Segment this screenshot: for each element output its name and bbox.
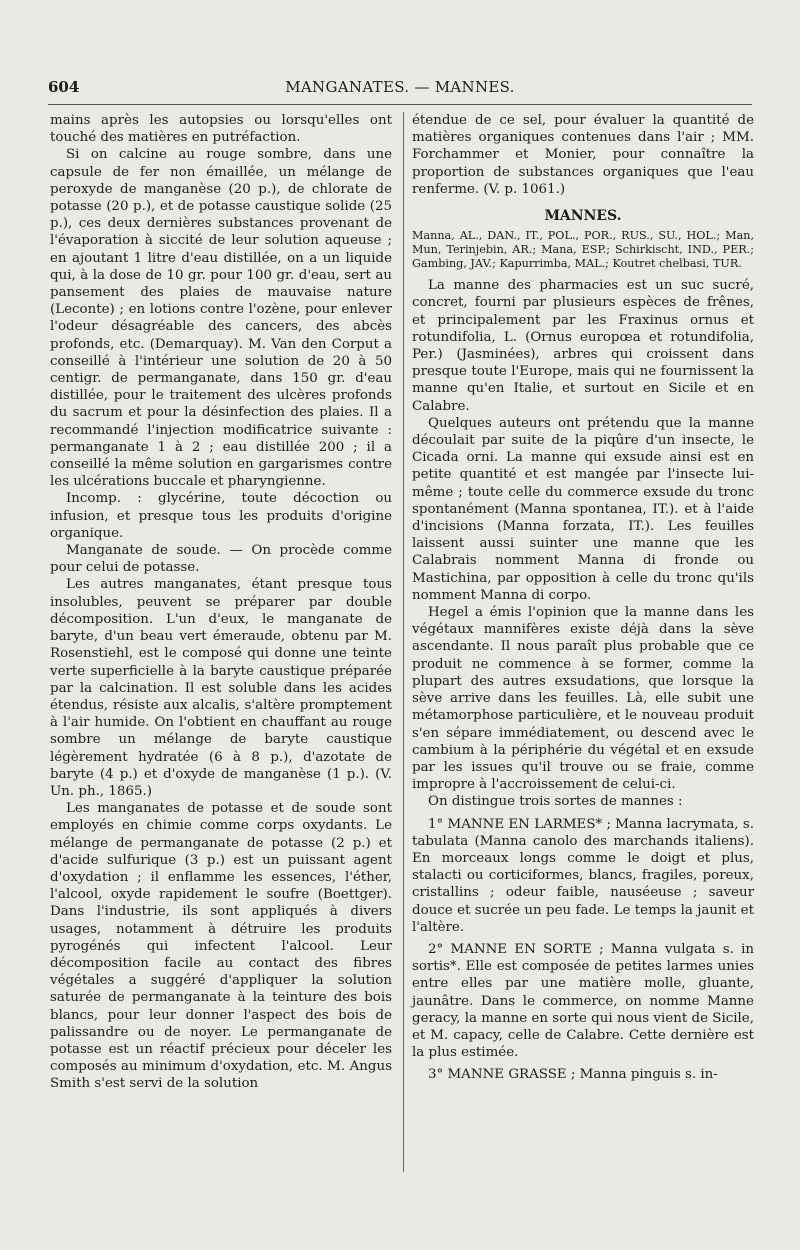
paragraph: Manganate de soude. — On procède comme pour celui de potasse. (50, 543, 392, 576)
left-column (50, 112, 392, 1093)
paragraph: Incomp. : glycérine, toute décoction ou infusion, et presque tous les produits d'origine organique. (50, 491, 392, 541)
page-number: 604 (48, 78, 80, 96)
right-column (412, 112, 754, 1084)
paragraph: 3° MANNE GRASSE ; Manna pinguis s. in- (428, 1067, 718, 1083)
paragraph: On distingue trois sortes de mannes : (428, 794, 683, 810)
running-head: MANGANATES. — MANNES. (285, 78, 515, 96)
paragraph: Les manganates de potasse et de soude sont employés en chimie comme corps oxydants. Le mélange de permanganate de potasse (2 p.) et d'acide sulfurique (3 p.) est un puissant agent d'oxydation ; il enflamme les essences, l'éther, l'alcool, oxyde rapidement le soufre (Boettger). Dans l'industrie, ils sont appliqués à divers usages, notamment à détruire les produits pyrogénés qui infectent l'alcool. Leur décomposition facile au contact des fibres végétales a suggéré d'appliquer la solution saturée de permanganate à la teinture des bois blancs, pour leur donner l'aspect des bois de palissandre ou de noyer. Le permanganate de potasse est un réactif précieux pour déceler les composés au minimum d'oxydation, etc. M. Angus Smith s'est servi de la solution (50, 801, 392, 1092)
paragraph: Si on calcine au rouge sombre, dans une capsule de fer non émaillée, un mélange de peroxyde de manganèse (20 p.), de chlorate de potasse (20 p.), et de potasse caustique solide (25 p.), ces deux dernières substances provenant de l'évaporation à siccité de leur solution aqueuse ; en ajoutant 1 litre d'eau distillée, on a un liquide qui, à la dose de 10 gr. pour 100 gr. d'eau, sert au pansement des plaies de mauvaise nature (Leconte) ; en lotions contre l'ozène, pour enlever l'odeur désagréable des cancers, des abcès profonds, etc. (Demarquay). M. Van den Corput a conseillé à l'intérieur une solution de 20 à 50 centigr. de permanganate, dans 150 gr. d'eau distillée, pour le traitement des ulcères profonds du sacrum et pour la désinfection des plaies. Il a recommandé l'injection modificatrice suivante : permanganate 1 à 2 ; eau distillée 200 ; il a conseillé la même solution en gargarismes contre les ulcérations buccale et pharyngienne. (50, 147, 392, 490)
paragraph: mains après les autopsies ou lorsqu'elles ont touché des matières en putréfaction. (50, 113, 392, 146)
section-title: MANNES. (544, 208, 622, 225)
column-divider (403, 112, 404, 1172)
paragraph: Les autres manganates, étant presque tous insolubles, peuvent se préparer par double décomposition. L'un d'eux, le manganate de baryte, d'un beau vert émeraude, obtenu par M. Rosenstiehl, est le composé qui donne une teinte verte superficielle à la baryte caustique préparée par la calcination. Il est soluble dans les acides étendus, résiste aux alcalis, s'altère promptement à l'air humide. On l'obtient en chauffant au rouge sombre un mélange de baryte caustique légèrement hydratée (6 à 8 p.), d'azotate de baryte (4 p.) et d'oxyde de manganèse (1 p.). (V. Un. ph., 1865.) (50, 577, 392, 799)
page-header (48, 78, 752, 105)
paragraph: La manne des pharmacies est un suc sucré, concret, fourni par plusieurs espèces de frênes, et principalement par les Fraxinus ornus et rotundifolia, L. (Ornus europœa et rotundifolia, Per.) (Jasminées), arbres qui croissent dans presque toute l'Europe, mais qui ne fournissent la manne qu'en Italie, et surtout en Sicile et en Calabre. (412, 278, 754, 414)
paragraph: Hegel a émis l'opinion que la manne dans les végétaux mannifères existe déjà dans la sève ascendante. Il nous paraît plus probable que ce produit ne commence à se former, comme la plupart des autres exsudations, que lorsque la sève arrive dans les feuilles. Là, elle subit une métamorphose particulière, et le nouveau produit s'en sépare immédiatement, ou descend avec le cambium à la périphérie du végétal et en exsude par les issues qu'il trouve ou se fraie, comme impropre à l'accroissement de celui-ci. (412, 605, 754, 793)
paragraph: Quelques auteurs ont prétendu que la manne découlait par suite de la piqûre d'un insecte, le Cicada orni. La manne qui exsude ainsi est en petite quantité et est mangée par l'insecte lui-même ; toute celle du commerce exsude du tronc spontanément (Manna spontanea, IT.). et à l'aide d'incisions (Manna forzata, IT.). Les feuilles laissent aussi suinter une manne que les Calabrais nomment Manna di fronde ou Mastichina, par opposition à celle du tronc qu'ils nomment Manna di corpo. (412, 415, 754, 603)
paragraph: étendue de ce sel, pour évaluer la quantité de matières organiques contenues dans l'air ; MM. Forchammer et Monier, pour connaître la proportion de substances organiques que l'eau renferme. (V. p. 1061.) (412, 113, 754, 197)
synonyms: Manna, AL., DAN., IT., POL., POR., RUS., SU., HOL.; Man, Mun, Terinjebin, AR.; Mana, ESP.; Schirkischt, IND., PER.; Gambing, JAV.; Kapurrimba, MAL.; Koutret chelbasi, TUR. (412, 229, 754, 271)
paragraph: 2° MANNE EN SORTE ; Manna vulgata s. in sortis*. Elle est composée de petites larmes unies entre elles par une matière molle, gluante, jaunâtre. Dans le commerce, on nomme Manne geracy, la manne en sorte qui nous vient de Sicile, et M. capacy, celle de Calabre. Cette dernière est la plus estimée. (412, 941, 754, 1061)
paragraph: 1° MANNE EN LARMES* ; Manna lacrymata, s. tabulata (Manna canolo des marchands italiens). En morceaux longs comme le doigt et plus, stalacti ou corticiformes, blancs, fragiles, poreux, cristallins ; odeur faible, nauséeuse ; saveur douce et sucrée un peu fade. Le temps la jaunit et l'altère. (412, 816, 754, 935)
